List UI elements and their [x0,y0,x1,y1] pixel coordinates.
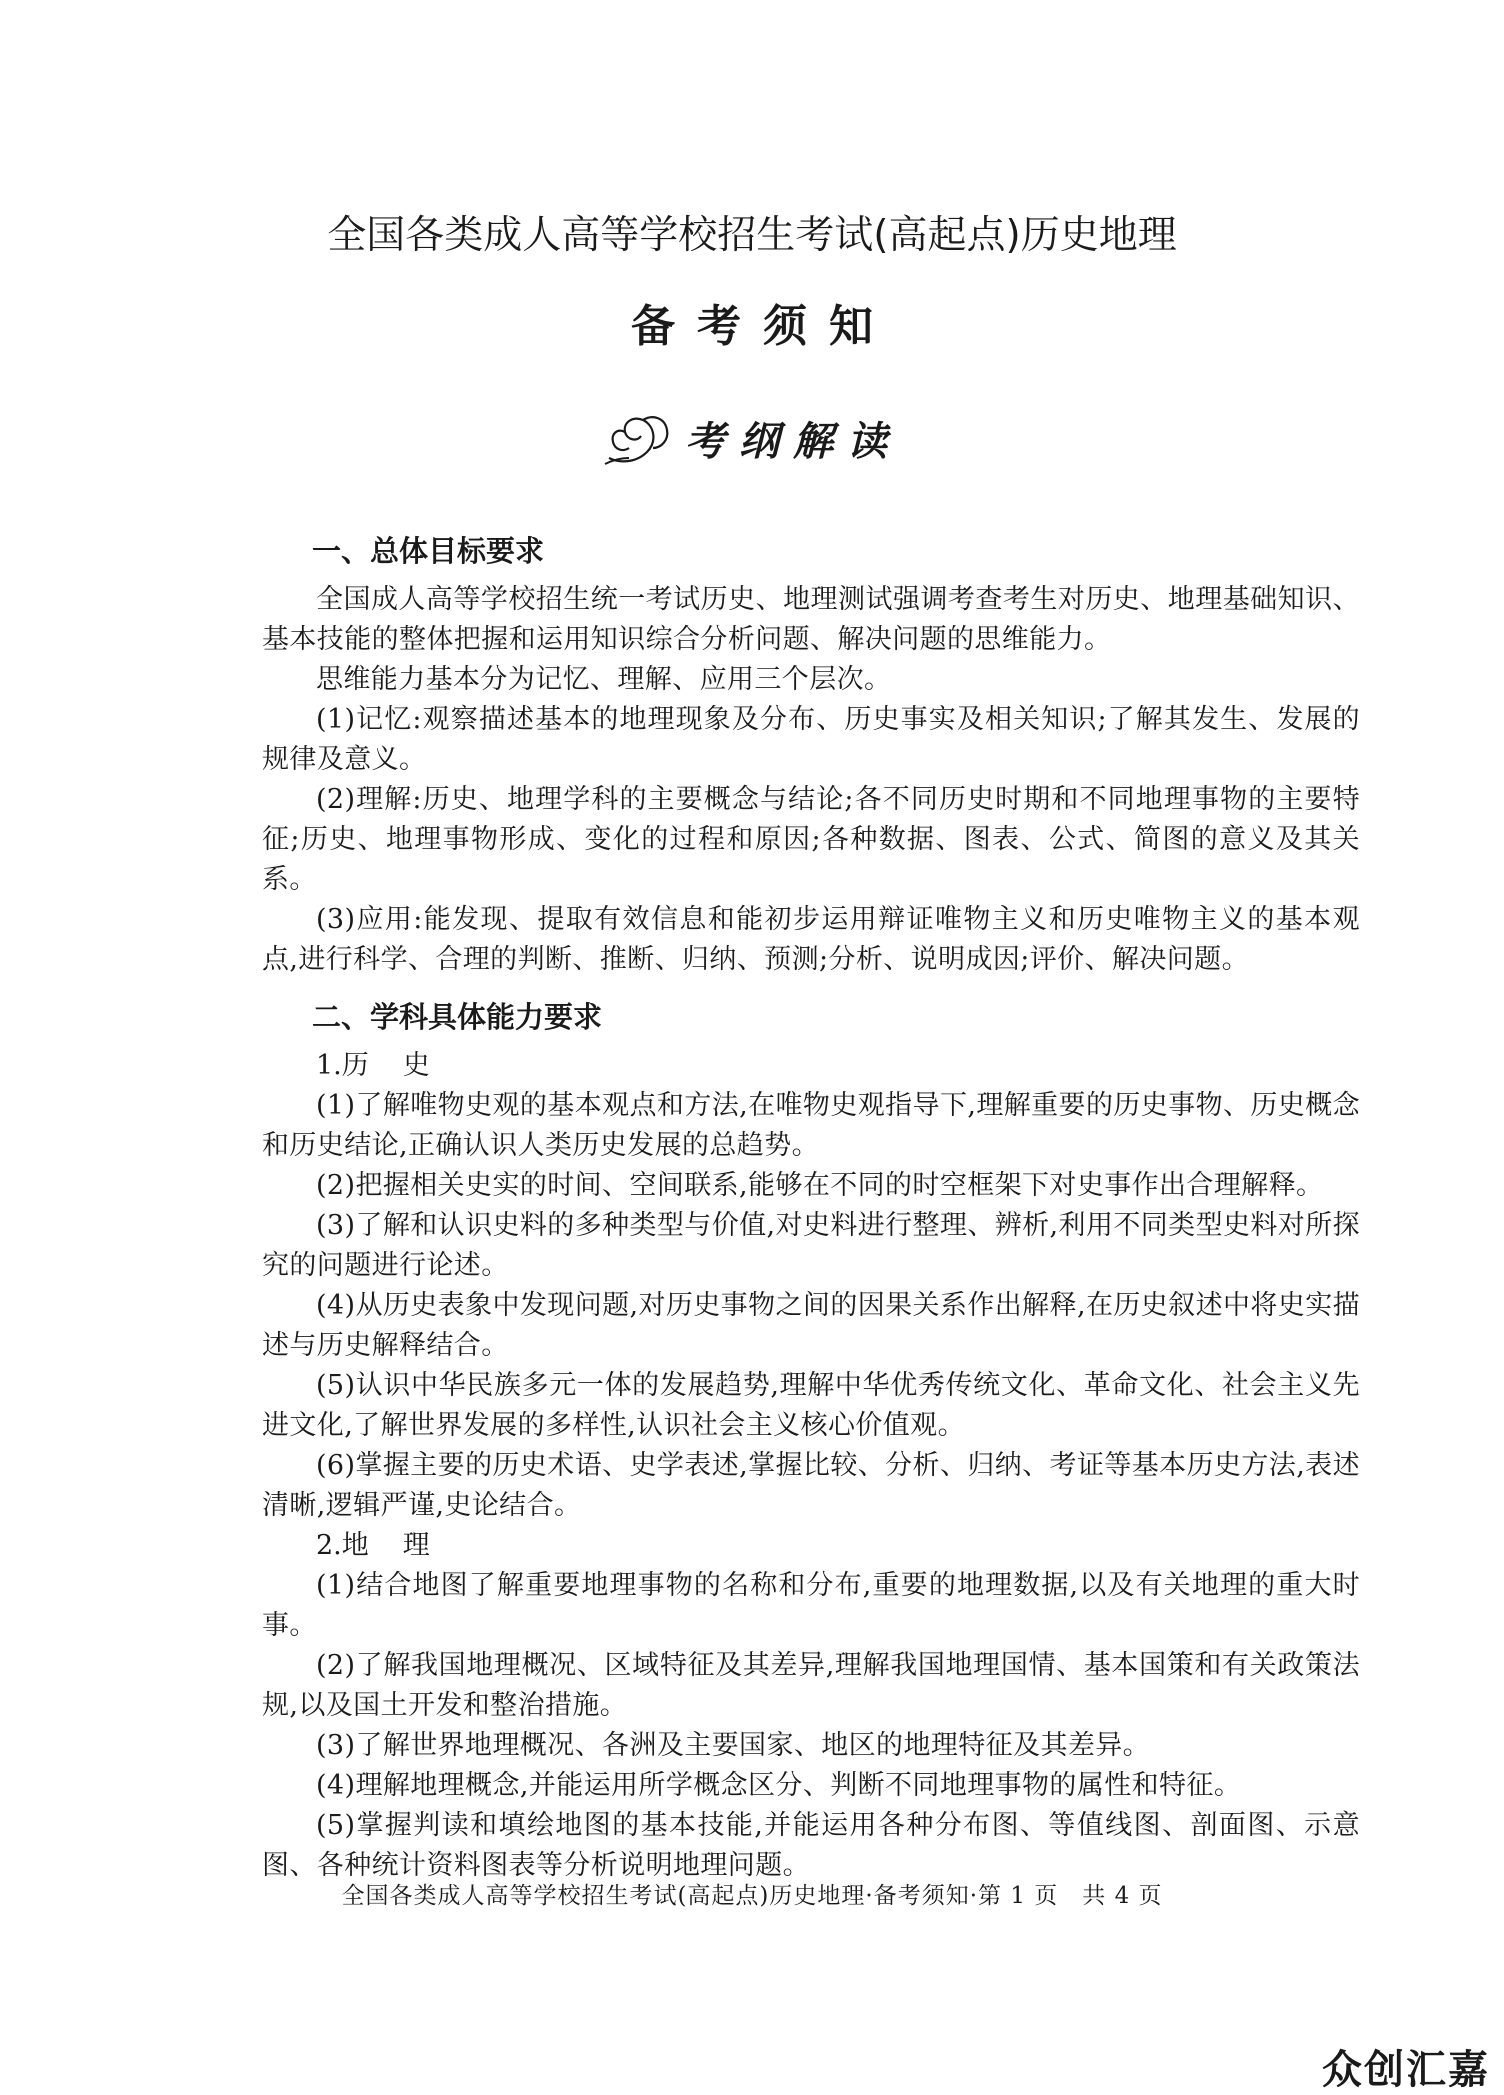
page-footer [0,1877,1504,1910]
leaf-swirl-icon [603,408,675,468]
watermark-logo: 众创汇嘉 [1322,2047,1490,2093]
geography-item: (1)结合地图了解重要地理事物的名称和分布,重要的地理数据,以及有关地理的重大时事。 [262,1570,1360,1641]
footer-total-pages: 共 4 页 [1082,1883,1163,1909]
subsection-label-number: 2.地 [316,1530,369,1561]
document-subtitle: 备考须知 [631,301,895,352]
paragraph: (2)理解:历史、地理学科的主要概念与结论;各不同历史时期和不同地理事物的主要特征;历史、地理事物形成、变化的过程和原因;各种数据、图表、公式、简图的意义及其关系。 [262,784,1360,895]
subsection-label-tail: 理 [402,1530,430,1561]
history-item: (4)从历史表象中发现问题,对历史事物之间的因果关系作出解释,在历史叙述中将史实描述与历史解释结合。 [262,1290,1360,1361]
subsection-label-number: 1.历 [316,1050,369,1081]
section-banner [0,408,1504,468]
section-banner-label: 考纲解读 [685,417,901,465]
history-item: (3)了解和认识史料的多种类型与价值,对史料进行整理、辨析,利用不同类型史料对所探究的问题进行论述。 [262,1210,1360,1281]
history-item: (2)把握相关史实的时间、空间联系,能够在不同的时空框架下对史事作出合理解释。 [316,1170,1324,1201]
section-heading-subject-abilities: 二、学科具体能力要求 [312,1000,603,1034]
history-item: (6)掌握主要的历史术语、史学表述,掌握比较、分析、归纳、考证等基本历史方法,表述清晰,逻辑严谨,史论结合。 [262,1450,1360,1521]
section-heading-overall-goals: 一、总体目标要求 [312,534,545,568]
history-item: (1)了解唯物史观的基本观点和方法,在唯物史观指导下,理解重要的历史事物、历史概念和历史结论,正确认识人类历史发展的总趋势。 [262,1090,1360,1161]
subsection-label-geography [316,1526,1360,1566]
document-title: 全国各类成人高等学校招生考试(高起点)历史地理 [327,213,1177,258]
geography-item: (4)理解地理概念,并能运用所学概念区分、判断不同地理事物的属性和特征。 [316,1770,1242,1801]
geography-item: (3)了解世界地理概况、各洲及主要国家、地区的地理特征及其差异。 [316,1730,1151,1761]
geography-item: (2)了解我国地理概况、区域特征及其差异,理解我国地理国情、基本国策和有关政策法规,以及国土开发和整治措施。 [262,1650,1360,1721]
paragraph: (3)应用:能发现、提取有效信息和能初步运用辩证唯物主义和历史唯物主义的基本观点,进行科学、合理的判断、推断、归纳、预测;分析、说明成因;评价、解决问题。 [262,904,1360,975]
geography-item: (5)掌握判读和填绘地图的基本技能,并能运用各种分布图、等值线图、剖面图、示意图、各种统计资料图表等分析说明地理问题。 [262,1810,1360,1881]
paragraph: (1)记忆:观察描述基本的地理现象及分布、历史事实及相关知识;了解其发生、发展的规律及意义。 [262,704,1360,775]
subsection-label-history [316,1046,1360,1086]
subsection-label-tail: 史 [402,1050,430,1081]
document-body [262,522,1360,1886]
history-item: (5)认识中华民族多元一体的发展趋势,理解中华优秀传统文化、革命文化、社会主义先进文化,了解世界发展的多样性,认识社会主义核心价值观。 [262,1370,1360,1441]
paragraph: 思维能力基本分为记忆、理解、应用三个层次。 [316,664,892,695]
paragraph: 全国成人高等学校招生统一考试历史、地理测试强调考查考生对历史、地理基础知识、基本技能的整体把握和运用知识综合分析问题、解决问题的思维能力。 [262,584,1360,655]
footer-text: 全国各类成人高等学校招生考试(高起点)历史地理·备考须知·第 1 页 [341,1883,1059,1909]
